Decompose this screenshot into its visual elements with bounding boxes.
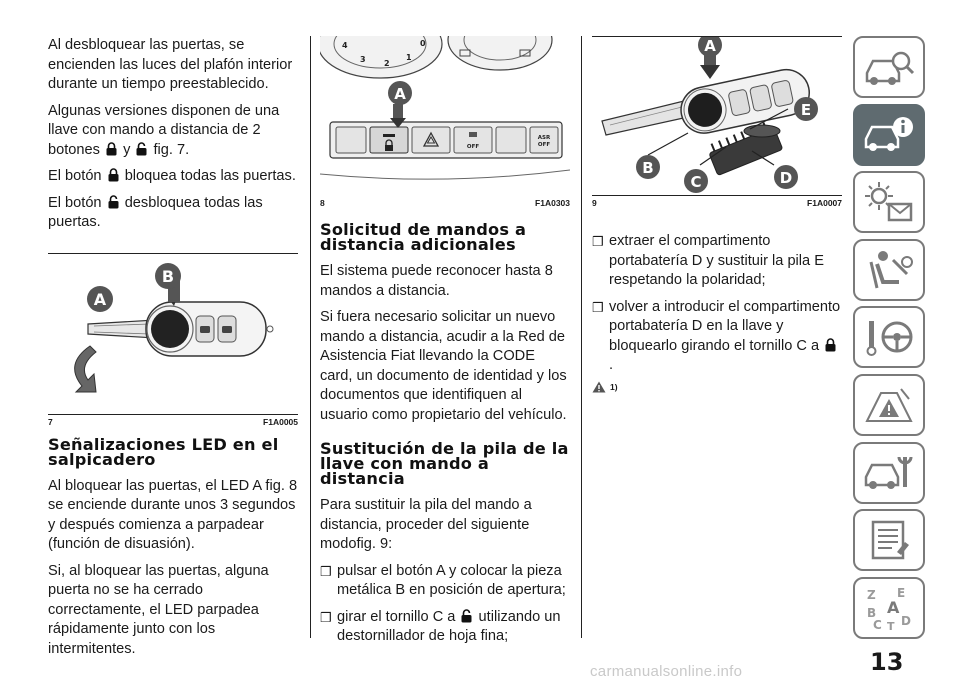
lock-open-icon bbox=[136, 142, 147, 156]
svg-text:4: 4 bbox=[342, 41, 348, 50]
figure-code: F1A0303 bbox=[535, 198, 570, 208]
key-battery-illustration bbox=[592, 37, 842, 197]
paragraph: Si, al bloquear las puertas, alguna puerta no se ha cerrado correctamente, el LED parpadea rápidamente junto con los intermitentes. bbox=[48, 562, 269, 657]
instruction-list bbox=[592, 232, 842, 376]
svg-text:0: 0 bbox=[420, 39, 426, 48]
callout-a: A bbox=[93, 289, 107, 309]
paragraph: Para sustituir la pila del mando a distancia, proceder del siguiente modofig. 9: bbox=[320, 497, 532, 552]
callout-b: B bbox=[161, 266, 175, 286]
svg-text:D: D bbox=[901, 613, 911, 628]
steering-wheel-icon bbox=[863, 315, 915, 359]
column-right bbox=[592, 36, 842, 393]
svg-text:ASR: ASR bbox=[537, 135, 551, 141]
paragraph: Algunas versiones disponen de una llave con mando a distancia de 2 botones y fig. 7. bbox=[48, 102, 280, 158]
list-item: ❒ girar el tornillo C a utilizando un destornillador de hoja fina; bbox=[320, 608, 570, 647]
paragraph: El botón desbloquea todas las puertas. bbox=[48, 194, 263, 230]
tab-warning-lights[interactable] bbox=[853, 171, 925, 233]
svg-text:E: E bbox=[897, 585, 906, 600]
tab-car-search[interactable] bbox=[853, 36, 925, 98]
alphabet-index-icon bbox=[863, 585, 915, 631]
watermark: carmanualsonline.info bbox=[590, 663, 743, 680]
svg-text:2: 2 bbox=[384, 59, 390, 68]
callout-a: A bbox=[394, 85, 406, 103]
page-number: 13 bbox=[870, 648, 904, 676]
paragraph: El sistema puede reconocer hasta 8 mandos a distancia. bbox=[320, 263, 553, 299]
lock-open-icon bbox=[461, 609, 472, 623]
figure-9 bbox=[592, 36, 842, 208]
instruction-list bbox=[320, 562, 570, 647]
lock-closed-icon bbox=[108, 168, 119, 182]
warning-reference: 1) bbox=[592, 381, 842, 393]
key-remote-illustration bbox=[48, 254, 298, 416]
list-item: ❒ pulsar el botón A y colocar la pieza metálica B en posición de apertura; bbox=[320, 562, 570, 601]
tab-car-wrench[interactable] bbox=[853, 442, 925, 504]
svg-text:B: B bbox=[867, 605, 877, 620]
section-heading: Solicitud de mandos a distancia adicionales bbox=[320, 220, 527, 254]
figure-8 bbox=[320, 36, 570, 208]
svg-text:OFF: OFF bbox=[466, 144, 480, 150]
figure-code: F1A0005 bbox=[263, 416, 298, 427]
tab-seat-airbag[interactable] bbox=[853, 239, 925, 301]
svg-text:A: A bbox=[887, 597, 900, 617]
warning-lights-icon bbox=[863, 180, 915, 224]
list-item: ❒ extraer el compartimento portabatería D y sustituir la pila E respetando la polaridad; bbox=[592, 232, 842, 291]
svg-text:1: 1 bbox=[406, 53, 412, 62]
figure-number: 9 bbox=[592, 198, 597, 208]
figure-number: 7 bbox=[48, 416, 53, 427]
paragraph: Al bloquear las puertas, el LED A fig. 8 se enciende durante unos 3 segundos y después comienza a parpadear (función de disuasión). bbox=[48, 477, 298, 552]
list-document-icon bbox=[863, 518, 915, 562]
column-middle bbox=[320, 36, 570, 654]
svg-text:Z: Z bbox=[867, 587, 876, 602]
figure-caption bbox=[592, 198, 842, 208]
tab-list-document[interactable] bbox=[853, 509, 925, 571]
figure-7 bbox=[48, 253, 298, 427]
callout-b: B bbox=[642, 159, 654, 177]
warning-triangle-icon bbox=[592, 381, 606, 393]
svg-text:T: T bbox=[887, 619, 895, 631]
svg-text:3: 3 bbox=[360, 55, 366, 64]
dashboard-switches-illustration bbox=[320, 36, 570, 196]
tab-road-warning[interactable] bbox=[853, 374, 925, 436]
figure-caption bbox=[320, 198, 570, 208]
tab-steering-wheel[interactable] bbox=[853, 306, 925, 368]
paragraph: Si fuera necesario solicitar un nuevo mando a distancia, acudir a la Red de Asistencia Fiat llevando la CODE card, un documento de identidad y los documentos que identifiquen al usuario como propietario del vehículo. bbox=[320, 309, 567, 423]
figure-code: F1A0007 bbox=[807, 198, 842, 208]
callout-d: D bbox=[779, 169, 793, 187]
seat-airbag-icon bbox=[863, 248, 915, 292]
section-heading: Señalizaciones LED en el salpicadero bbox=[48, 434, 279, 469]
tab-alphabet-index[interactable] bbox=[853, 577, 925, 639]
callout-c: C bbox=[690, 173, 702, 191]
section-heading: Sustitución de la pila de la llave con mando a distancia bbox=[320, 439, 569, 488]
lock-open-icon bbox=[108, 195, 119, 209]
tab-car-info[interactable] bbox=[853, 104, 925, 166]
callout-e: E bbox=[800, 101, 812, 119]
column-left bbox=[48, 36, 298, 666]
chapter-tabs bbox=[853, 36, 925, 644]
car-info-icon bbox=[863, 113, 915, 157]
car-search-icon bbox=[863, 45, 915, 89]
svg-text:C: C bbox=[873, 617, 882, 631]
paragraph: Al desbloquear las puertas, se encienden las luces del plafón interior durante un tiempo preestablecido. bbox=[48, 37, 293, 92]
figure-caption bbox=[48, 417, 298, 427]
paragraph: El botón bloquea todas las puertas. bbox=[48, 168, 296, 184]
list-item: ❒ volver a introducir el compartimento portabatería D en la llave y bloquearlo girando el tornillo C a . bbox=[592, 298, 842, 376]
car-wrench-icon bbox=[863, 451, 915, 495]
lock-closed-icon bbox=[825, 338, 836, 352]
road-warning-icon bbox=[863, 383, 915, 427]
svg-text:OFF: OFF bbox=[537, 142, 551, 148]
callout-a: A bbox=[704, 37, 716, 55]
figure-number: 8 bbox=[320, 198, 325, 208]
lock-closed-icon bbox=[106, 142, 117, 156]
